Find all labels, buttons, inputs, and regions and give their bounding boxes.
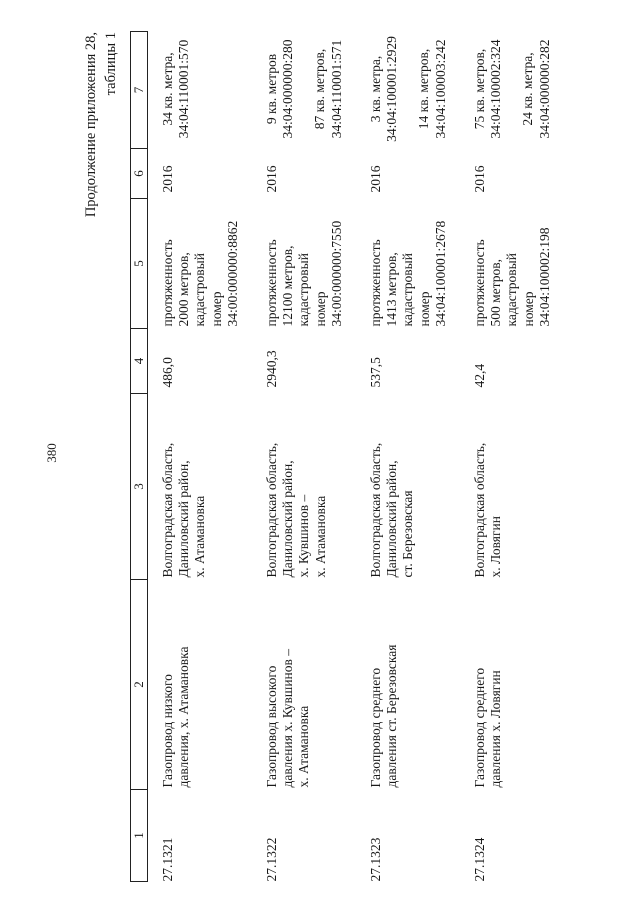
object-year-cell: 2016 bbox=[264, 165, 279, 193]
land-plot-line: 87 кв. метров, bbox=[312, 48, 328, 130]
land-plot-line: 34:04:100003:242 bbox=[432, 39, 448, 139]
object-characteristics-line: 34:04:100002:198 bbox=[536, 227, 552, 327]
land-plot-line: 34:04:000000:282 bbox=[536, 39, 552, 139]
row-number-cell: 27.1323 bbox=[368, 837, 383, 882]
land-plot-line: 34 кв. метра, bbox=[160, 52, 175, 126]
object-name-line: Газопровод низкого bbox=[160, 674, 175, 788]
object-location-line: Волгоградская область, bbox=[160, 442, 175, 578]
row-number-cell: 27.1321 bbox=[160, 837, 175, 882]
land-plot-line bbox=[296, 32, 312, 147]
rotated-page-content bbox=[82, 32, 582, 882]
object-characteristics-line: протяженность bbox=[264, 239, 279, 327]
row-number-cell: 27.1324 bbox=[472, 837, 487, 882]
object-characteristics-line: номер bbox=[416, 291, 432, 327]
object-location-cell bbox=[252, 394, 356, 580]
object-characteristics-line: кадастровый bbox=[504, 253, 520, 327]
object-name-line: давления х. Кувшинов – bbox=[280, 648, 296, 788]
object-name-line: х. Атамановка bbox=[296, 705, 312, 788]
land-plot-line: 14 кв. метров, bbox=[416, 48, 432, 130]
object-location-line: Волгоградская область, bbox=[472, 442, 487, 578]
object-location-cell bbox=[356, 394, 460, 580]
object-characteristics-line: номер bbox=[208, 291, 224, 327]
object-location-cell bbox=[148, 394, 253, 580]
land-plot-line: 34:04:100001:2929 bbox=[384, 36, 400, 142]
object-value-cell: 486,0 bbox=[160, 357, 175, 388]
land-plot-line: 34:04:110001:570 bbox=[176, 39, 192, 139]
table-row bbox=[252, 32, 356, 882]
object-year-cell: 2016 bbox=[160, 165, 175, 193]
object-location-line: х. Атамановка bbox=[192, 495, 208, 578]
object-characteristics-line: протяженность bbox=[160, 239, 175, 327]
table-caption-line-2: таблицы 1 bbox=[103, 32, 119, 96]
land-plot-line bbox=[504, 32, 520, 147]
object-name-line: Газопровод среднего bbox=[472, 667, 487, 788]
object-location-cell bbox=[460, 394, 564, 580]
object-value-cell: 2940,3 bbox=[264, 350, 279, 388]
object-name-cell bbox=[148, 580, 253, 790]
column-header: 3 bbox=[131, 394, 148, 580]
table-row bbox=[460, 32, 564, 882]
row-number-cell: 27.1322 bbox=[264, 837, 279, 882]
table-body bbox=[148, 32, 565, 882]
object-characteristics-cell bbox=[252, 199, 356, 329]
land-plot-cell bbox=[460, 32, 564, 149]
object-value-cell: 42,4 bbox=[472, 363, 487, 388]
land-plot-cell bbox=[148, 32, 253, 149]
property-table bbox=[130, 31, 564, 882]
land-plot-line: 34:04:100002:324 bbox=[488, 39, 504, 139]
object-characteristics-line: 34:00:000000:7550 bbox=[328, 220, 344, 327]
object-characteristics-line: 12100 метров, bbox=[280, 245, 296, 327]
object-location-line: х. Атамановка bbox=[312, 495, 328, 578]
column-header: 6 bbox=[131, 149, 148, 199]
object-name-line: давления ст. Березовская bbox=[384, 644, 400, 788]
land-plot-line: 3 кв. метра, bbox=[368, 55, 383, 123]
object-name-cell bbox=[252, 580, 356, 790]
object-location-line: х. Ловягин bbox=[488, 516, 504, 578]
object-characteristics-line: номер bbox=[520, 291, 536, 327]
object-characteristics-line: протяженность bbox=[472, 239, 487, 327]
object-name-cell bbox=[460, 580, 564, 790]
land-plot-line: 24 кв. метра, bbox=[520, 52, 536, 126]
column-header: 1 bbox=[131, 790, 148, 882]
object-characteristics-line: протяженность bbox=[368, 239, 383, 327]
column-header: 2 bbox=[131, 580, 148, 790]
column-header: 7 bbox=[131, 32, 148, 149]
object-characteristics-line: кадастровый bbox=[296, 253, 312, 327]
land-plot-cell bbox=[252, 32, 356, 149]
land-plot-cell bbox=[356, 32, 460, 149]
header-row bbox=[131, 32, 148, 882]
object-characteristics-line: 1413 метров, bbox=[384, 252, 400, 327]
column-header: 4 bbox=[131, 329, 148, 394]
object-characteristics-line: кадастровый bbox=[192, 253, 208, 327]
land-plot-line: 34:04:110001:571 bbox=[328, 39, 344, 139]
page-number: 380 bbox=[44, 443, 59, 463]
land-plot-line bbox=[400, 32, 416, 147]
object-value-cell: 537,5 bbox=[368, 357, 383, 388]
object-name-line: Газопровод среднего bbox=[368, 667, 383, 788]
object-characteristics-line: 500 метров, bbox=[488, 259, 504, 327]
object-characteristics-line: 34:00:000000:8862 bbox=[224, 220, 240, 327]
object-name-line: давления, х. Атамановка bbox=[176, 646, 192, 788]
object-location-line: х. Кувшинов – bbox=[296, 494, 312, 578]
object-location-line: Волгоградская область, bbox=[368, 442, 383, 578]
object-characteristics-line: номер bbox=[312, 291, 328, 327]
table-row bbox=[356, 32, 460, 882]
land-plot-line: 34:04:000000:280 bbox=[280, 39, 296, 139]
object-characteristics-cell bbox=[460, 199, 564, 329]
object-characteristics-line: 2000 метров, bbox=[176, 252, 192, 327]
object-year-cell: 2016 bbox=[472, 165, 487, 193]
object-location-line: ст. Березовская bbox=[400, 490, 416, 578]
object-location-line: Даниловский район, bbox=[176, 460, 192, 578]
table-row bbox=[148, 32, 253, 882]
object-name-cell bbox=[356, 580, 460, 790]
land-plot-line: 75 кв. метров, bbox=[472, 48, 487, 130]
object-year-cell: 2016 bbox=[368, 165, 383, 193]
table-caption-line-1: Продолжение приложения 28, bbox=[83, 32, 99, 218]
column-header: 5 bbox=[131, 199, 148, 329]
object-location-line: Волгоградская область, bbox=[264, 442, 279, 578]
object-location-line: Даниловский район, bbox=[384, 460, 400, 578]
object-characteristics-line: 34:04:100001:2678 bbox=[432, 220, 448, 327]
object-name-line: Газопровод высокого bbox=[264, 665, 279, 788]
object-name-line: давления х. Ловягин bbox=[488, 670, 504, 788]
object-characteristics-line: кадастровый bbox=[400, 253, 416, 327]
object-characteristics-cell bbox=[356, 199, 460, 329]
object-characteristics-cell bbox=[148, 199, 253, 329]
object-location-line: Даниловский район, bbox=[280, 460, 296, 578]
land-plot-line: 9 кв. метров bbox=[264, 53, 279, 125]
